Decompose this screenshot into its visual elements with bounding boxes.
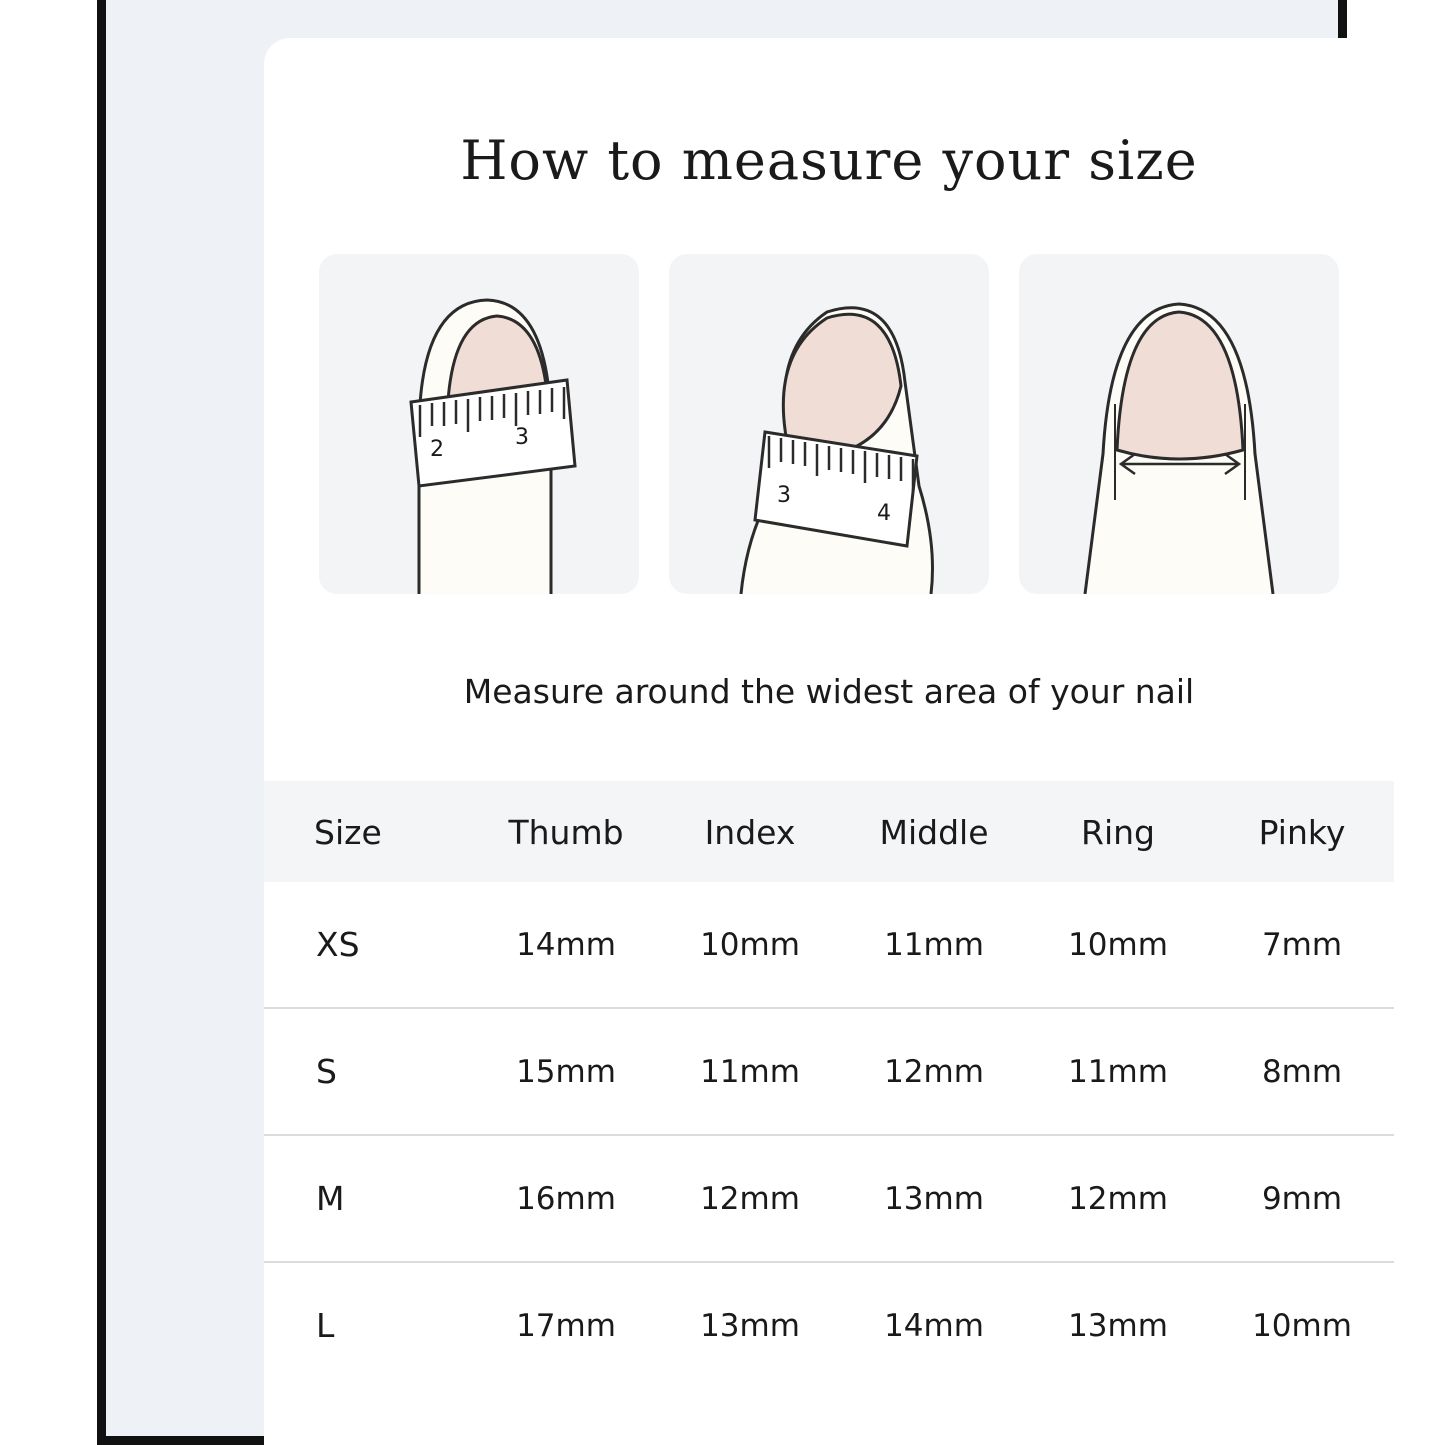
size-table-body [264,882,1394,1388]
content-card [264,38,1394,1445]
cell-size: M [264,1135,474,1262]
header-pinky: Pinky [1258,813,1346,852]
cell-middle: 12mm [842,1008,1026,1135]
tape-mark-3: 3 [515,425,529,450]
table-header-row [264,781,1394,882]
cell-thumb: 14mm [516,926,616,963]
cell-index: 13mm [658,1262,842,1388]
cell-thumb: 15mm [474,1008,658,1135]
tape-mark-4: 4 [877,501,891,526]
measure-caption: Measure around the widest area of your nail [463,672,1195,711]
thumb-measure-icon [319,254,639,594]
illustration-nail-width [1019,254,1339,594]
cell-size: L [264,1262,474,1388]
cell-pinky: 7mm [1261,926,1343,963]
cell-thumb: 17mm [474,1262,658,1388]
cell-index: 11mm [658,1008,842,1135]
table-row [264,1262,1394,1388]
table-row [264,1008,1394,1135]
cell-size: XS [316,925,360,964]
size-table [264,781,1394,1388]
header-size: Size [314,813,382,852]
cell-pinky: 9mm [1210,1135,1394,1262]
cell-pinky: 10mm [1210,1262,1394,1388]
header-middle: Middle [879,813,989,852]
cell-ring: 10mm [1068,926,1168,963]
table-row [264,1135,1394,1262]
cell-pinky: 8mm [1210,1008,1394,1135]
cell-index: 12mm [658,1135,842,1262]
cell-thumb: 16mm [474,1135,658,1262]
table-row [264,882,1394,1008]
size-table-head [264,781,1394,882]
nail-width-arrow-icon [1019,254,1339,594]
tape-mark-3: 3 [777,483,791,508]
cell-index: 10mm [700,926,800,963]
cell-ring: 13mm [1026,1262,1210,1388]
cell-middle: 11mm [884,926,984,963]
tape-mark-2: 2 [430,437,444,462]
cell-ring: 11mm [1026,1008,1210,1135]
header-ring: Ring [1081,813,1155,852]
illustration-finger-measure [669,254,989,594]
header-thumb: Thumb [508,813,624,852]
size-table-wrap [264,781,1394,1388]
cell-ring: 12mm [1026,1135,1210,1262]
illustration-row [264,254,1394,594]
cell-size: S [264,1008,474,1135]
poster-frame [97,0,1352,1445]
cell-middle: 14mm [842,1262,1026,1388]
page-title: How to measure your size [460,129,1198,192]
illustration-thumb-measure [319,254,639,594]
header-index: Index [704,813,796,852]
finger-measure-icon [669,254,989,594]
cell-middle: 13mm [842,1135,1026,1262]
